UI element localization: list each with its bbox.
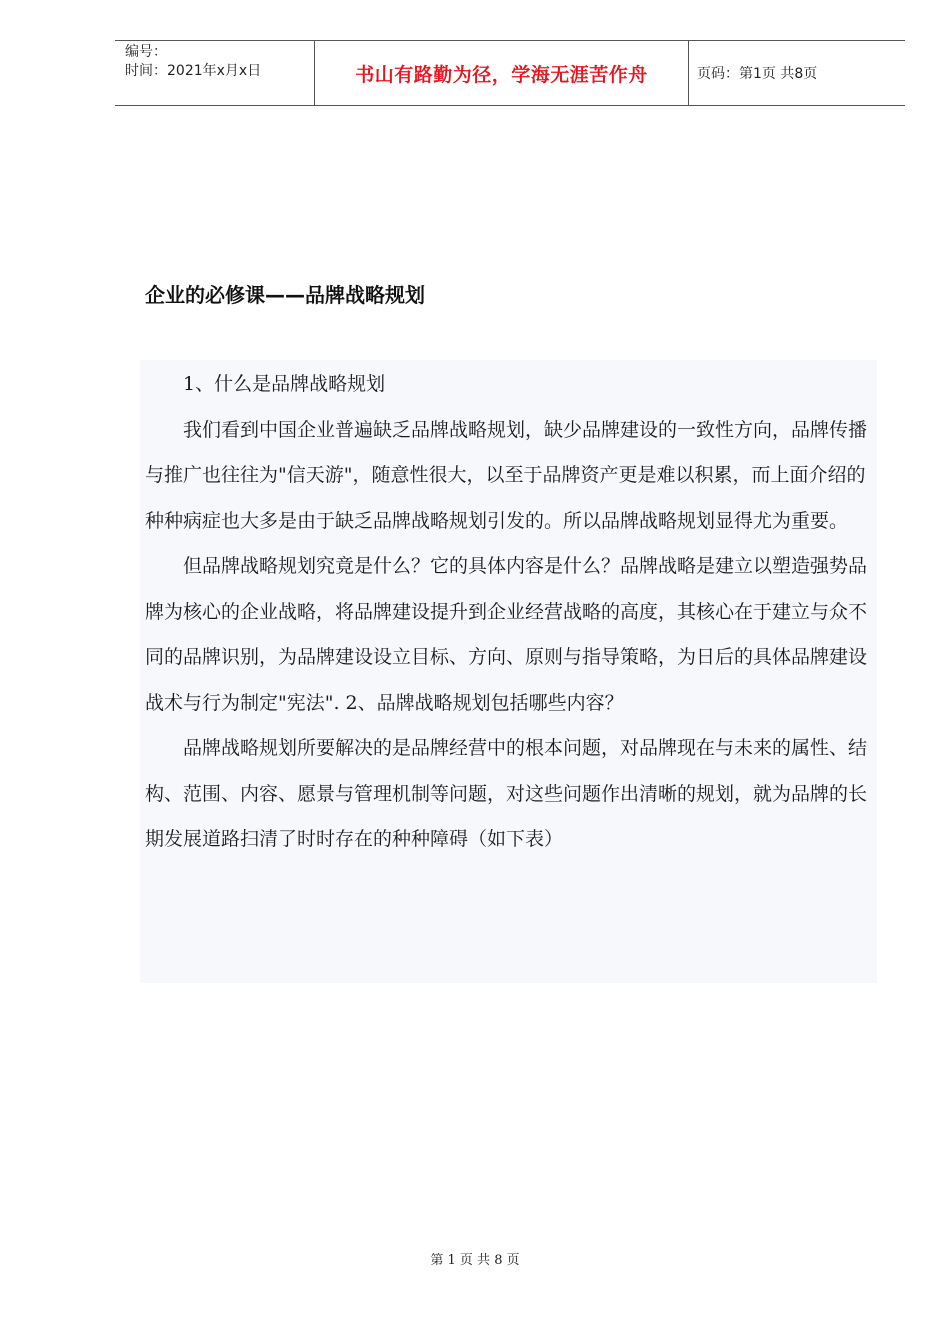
header-motto: 书山有路勤为径，学海无涯苦作舟 <box>315 41 689 105</box>
page-footer: 第 1 页 共 8 页 <box>430 1253 520 1268</box>
body-paragraph: 但品牌战略规划究竟是什么？它的具体内容是什么？品牌战略是建立以塑造强势品牌为核心的企业战略，将品牌建设提升到企业经营战略的高度，其核心在于建立与众不同的品牌识别，为品牌建设设立目标、方向、原则与指导策略，为日后的具体品牌建设战术与行为制定"宪法". 2、品牌战略规划包括哪些内容？ <box>145 555 868 714</box>
document-body <box>140 360 877 983</box>
header-page-info: 页码：第1页 共8页 <box>697 66 818 82</box>
serial-label: 编号： <box>125 44 167 60</box>
body-paragraph: 品牌战略规划所要解决的是品牌经营中的根本问题，对品牌现在与未来的属性、结构、范围、内容、愿景与管理机制等问题，对这些问题作出清晰的规划，就为品牌的长期发展道路扫清了时时存在的种种障碍（如下表） <box>145 737 868 850</box>
document-title: 企业的必修课——品牌战略规划 <box>145 283 425 307</box>
header-meta <box>115 41 315 105</box>
section-heading-1: 1、什么是品牌战略规划 <box>183 373 386 395</box>
body-paragraph: 我们看到中国企业普遍缺乏品牌战略规划，缺少品牌建设的一致性方向，品牌传播与推广也往往为"信天游"，随意性很大，以至于品牌资产更是难以积累，而上面介绍的种种病症也大多是由于缺乏品牌战略规划引发的。所以品牌战略规划显得尤为重要。 <box>145 418 868 532</box>
date-label: 时间：2021年x月x日 <box>125 63 262 79</box>
page-header <box>115 40 905 106</box>
